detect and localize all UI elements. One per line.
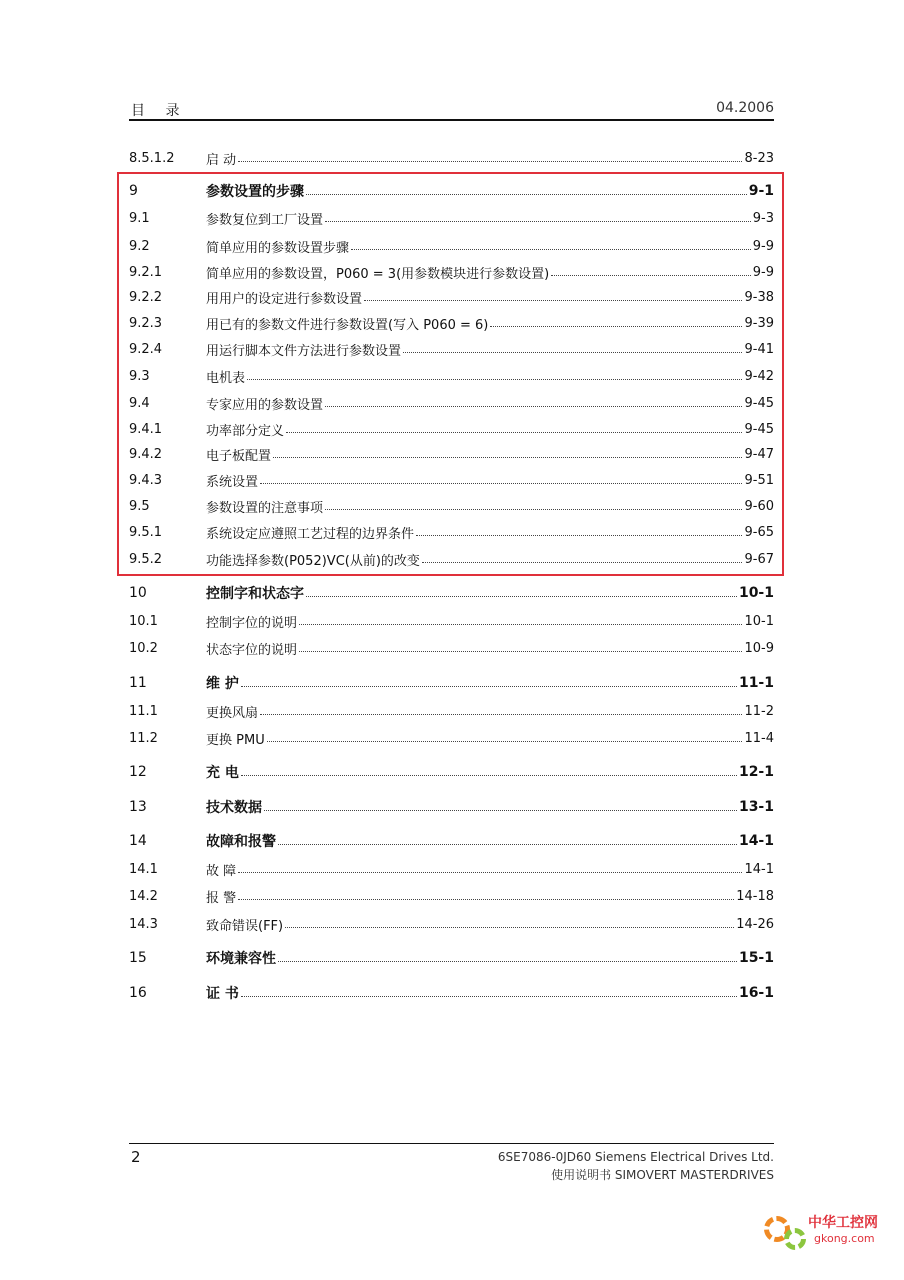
toc-entry-title: 用已有的参数文件进行参数设置(写入 P060 = 6) <box>206 317 489 333</box>
toc-entry-page: 9-51 <box>744 472 774 488</box>
toc-entry-leader <box>247 379 742 380</box>
toc-entry-leader <box>241 686 737 687</box>
toc-entry <box>129 583 774 603</box>
toc-entry-leader <box>306 596 737 597</box>
toc-entry-leader <box>260 483 742 484</box>
toc-entry <box>129 366 774 386</box>
toc-entry-page: 9-38 <box>744 289 774 305</box>
toc-entry-leader <box>278 961 737 962</box>
toc-entry-page: 9-9 <box>752 238 774 254</box>
toc-entry-number: 9.2.2 <box>129 289 163 305</box>
toc-entry <box>129 831 774 851</box>
toc-entry-page: 10-1 <box>738 585 774 601</box>
toc-entry-number: 11 <box>129 675 147 691</box>
header-rule <box>129 119 774 121</box>
toc-entry-page: 9-65 <box>744 524 774 540</box>
header-date: 04.2006 <box>716 100 774 116</box>
toc-entry <box>129 638 774 658</box>
toc-entry-leader <box>306 194 747 195</box>
toc-entry-number: 9.2 <box>129 238 150 254</box>
toc-entry-title: 系统设定应遵照工艺过程的边界条件 <box>206 526 415 542</box>
toc-entry-title: 电子板配置 <box>206 448 272 464</box>
toc-entry <box>129 339 774 359</box>
toc-entry-leader <box>278 844 737 845</box>
header-section: 目 录 <box>131 103 188 119</box>
toc-entry-page: 9-45 <box>744 421 774 437</box>
toc-entry-title: 环境兼容性 <box>206 951 276 967</box>
toc-entry-leader <box>273 457 742 458</box>
toc-entry-title: 系统设置 <box>206 474 259 490</box>
toc-entry-page: 11-2 <box>744 703 774 719</box>
gear-icon-small <box>784 1228 806 1250</box>
toc-entry-title: 参数复位到工厂设置 <box>206 212 324 228</box>
toc-entry <box>129 236 774 256</box>
toc-entry <box>129 701 774 721</box>
footer-rule <box>129 1143 774 1144</box>
toc-entry-title: 更换 PMU <box>206 732 265 748</box>
watermark-title: 中华工控网 <box>808 1215 878 1231</box>
toc-entry-leader <box>238 161 742 162</box>
toc-entry-title: 功率部分定义 <box>206 423 285 439</box>
toc-entry-leader <box>264 810 737 811</box>
toc-entry-title: 参数设置的步骤 <box>206 184 304 200</box>
toc-entry-leader <box>351 249 751 250</box>
toc-entry-title: 启 动 <box>206 152 237 168</box>
toc-entry-number: 9.4.3 <box>129 472 163 488</box>
toc-entry-leader <box>241 996 737 997</box>
toc-entry-leader <box>238 899 734 900</box>
toc-entry-leader <box>241 775 737 776</box>
toc-entry-page: 9-39 <box>744 315 774 331</box>
toc-entry-number: 9.4.2 <box>129 446 163 462</box>
toc-entry-number: 11.1 <box>129 703 158 719</box>
toc-entry <box>129 762 774 782</box>
toc-entry <box>129 522 774 542</box>
toc-entry-number: 15 <box>129 950 147 966</box>
toc-entry-page: 9-42 <box>744 368 774 384</box>
toc-entry-title: 简单应用的参数设置，P060 = 3(用参数模块进行参数设置) <box>206 266 550 282</box>
toc-entry-number: 10.2 <box>129 640 158 656</box>
toc-entry-leader <box>551 275 751 276</box>
toc-entry-page: 16-1 <box>738 985 774 1001</box>
toc-entry-page: 13-1 <box>738 799 774 815</box>
toc-entry-page: 9-3 <box>752 210 774 226</box>
toc-entry-leader <box>286 432 742 433</box>
toc-entry-leader <box>490 326 742 327</box>
toc-entry-leader <box>416 535 742 536</box>
toc-entry-page: 10-9 <box>744 640 774 656</box>
toc-entry <box>129 287 774 307</box>
toc-entry-number: 9.4.1 <box>129 421 163 437</box>
toc-entry-page: 9-9 <box>752 264 774 280</box>
toc-entry-page: 14-1 <box>744 861 774 877</box>
toc-entry-page: 9-1 <box>748 183 774 199</box>
toc-entry-number: 10.1 <box>129 613 158 629</box>
toc-entry-leader <box>364 300 742 301</box>
toc-entry <box>129 148 774 168</box>
toc-entry <box>129 181 774 201</box>
toc-entry-title: 专家应用的参数设置 <box>206 397 324 413</box>
toc-entry-leader <box>299 651 742 652</box>
toc-entry-page: 8-23 <box>744 150 774 166</box>
toc-entry-page: 10-1 <box>744 613 774 629</box>
toc-entry-title: 致命错误(FF) <box>206 918 284 934</box>
toc-entry-number: 9.2.4 <box>129 341 163 357</box>
toc-entry <box>129 983 774 1003</box>
toc-entry <box>129 859 774 879</box>
toc-entry-leader <box>325 406 742 407</box>
toc-entry-page: 9-60 <box>744 498 774 514</box>
toc-entry-leader <box>299 624 742 625</box>
toc-entry-page: 11-1 <box>738 675 774 691</box>
toc-entry-number: 8.5.1.2 <box>129 150 175 166</box>
toc-entry-title: 维 护 <box>206 676 239 692</box>
toc-entry-leader <box>238 872 742 873</box>
toc-entry <box>129 262 774 282</box>
footer-manual-title: 使用说明书 SIMOVERT MASTERDRIVES <box>551 1168 774 1182</box>
toc-entry-number: 14.1 <box>129 861 158 877</box>
toc-entry-page: 9-67 <box>744 551 774 567</box>
toc-entry-title: 状态字位的说明 <box>206 642 298 658</box>
toc-entry-number: 9.5.2 <box>129 551 163 567</box>
toc-entry-page: 11-4 <box>744 730 774 746</box>
toc-entry-leader <box>285 927 734 928</box>
toc-entry-leader <box>267 741 743 742</box>
toc-entry-title: 用用户的设定进行参数设置 <box>206 291 363 307</box>
toc-entry-title: 报 警 <box>206 890 237 906</box>
toc-entry <box>129 549 774 569</box>
watermark-url: gkong.com <box>814 1232 875 1245</box>
toc-entry-page: 15-1 <box>738 950 774 966</box>
toc-entry <box>129 728 774 748</box>
watermark-logo <box>764 1208 894 1258</box>
toc-entry-leader <box>422 562 743 563</box>
toc-entry <box>129 496 774 516</box>
toc-entry-title: 控制字和状态字 <box>206 586 304 602</box>
toc-entry <box>129 313 774 333</box>
toc-entry-leader <box>403 352 742 353</box>
toc-entry-title: 故 障 <box>206 863 237 879</box>
toc-entry-number: 9.1 <box>129 210 150 226</box>
toc-entry-number: 14.3 <box>129 916 158 932</box>
toc-entry <box>129 797 774 817</box>
toc-entry <box>129 419 774 439</box>
toc-entry-title: 电机表 <box>206 370 246 386</box>
toc-entry-number: 10 <box>129 585 147 601</box>
toc-entry-leader <box>325 509 742 510</box>
toc-entry-number: 9.4 <box>129 395 150 411</box>
toc-entry-title: 证 书 <box>206 986 239 1002</box>
toc-entry-title: 参数设置的注意事项 <box>206 500 324 516</box>
toc-entry-number: 12 <box>129 764 147 780</box>
toc-entry-page: 12-1 <box>738 764 774 780</box>
toc-entry <box>129 444 774 464</box>
toc-entry-number: 9.5 <box>129 498 150 514</box>
toc-entry-title: 更换风扇 <box>206 705 259 721</box>
toc-entry-page: 9-41 <box>744 341 774 357</box>
toc-entry-page: 9-45 <box>744 395 774 411</box>
toc-entry <box>129 948 774 968</box>
toc-entry-page: 14-18 <box>736 888 774 904</box>
toc-entry <box>129 886 774 906</box>
toc-entry-number: 9.2.1 <box>129 264 163 280</box>
toc-entry-number: 9 <box>129 183 138 199</box>
toc-entry-number: 14.2 <box>129 888 158 904</box>
toc-entry-number: 9.3 <box>129 368 150 384</box>
toc-entry-title: 功能选择参数(P052)VC(从前)的改变 <box>206 553 420 569</box>
toc-entry-page: 14-26 <box>736 916 774 932</box>
toc-entry-number: 13 <box>129 799 147 815</box>
toc-entry <box>129 611 774 631</box>
toc-entry-number: 9.2.3 <box>129 315 163 331</box>
toc-entry-title: 用运行脚本文件方法进行参数设置 <box>206 343 402 359</box>
toc-entry-page: 9-47 <box>744 446 774 462</box>
toc-entry-title: 充 电 <box>206 765 239 781</box>
toc-entry-title: 故障和报警 <box>206 834 276 850</box>
toc-entry-title: 简单应用的参数设置步骤 <box>206 240 350 256</box>
toc-entry-leader <box>260 714 742 715</box>
toc-entry-leader <box>325 221 751 222</box>
footer-page-number: 2 <box>131 1148 141 1166</box>
toc-entry <box>129 470 774 490</box>
toc-entry-title: 控制字位的说明 <box>206 615 298 631</box>
toc-entry-number: 9.5.1 <box>129 524 163 540</box>
toc-entry-number: 11.2 <box>129 730 158 746</box>
toc-entry-page: 14-1 <box>738 833 774 849</box>
toc-entry <box>129 914 774 934</box>
toc-entry-title: 技术数据 <box>206 800 262 816</box>
toc-entry-number: 14 <box>129 833 147 849</box>
footer-publisher: 6SE7086-0JD60 Siemens Electrical Drives Ltd. <box>497 1150 774 1164</box>
toc-entry <box>129 208 774 228</box>
toc-entry-number: 16 <box>129 985 147 1001</box>
toc-entry <box>129 673 774 693</box>
toc-entry <box>129 393 774 413</box>
